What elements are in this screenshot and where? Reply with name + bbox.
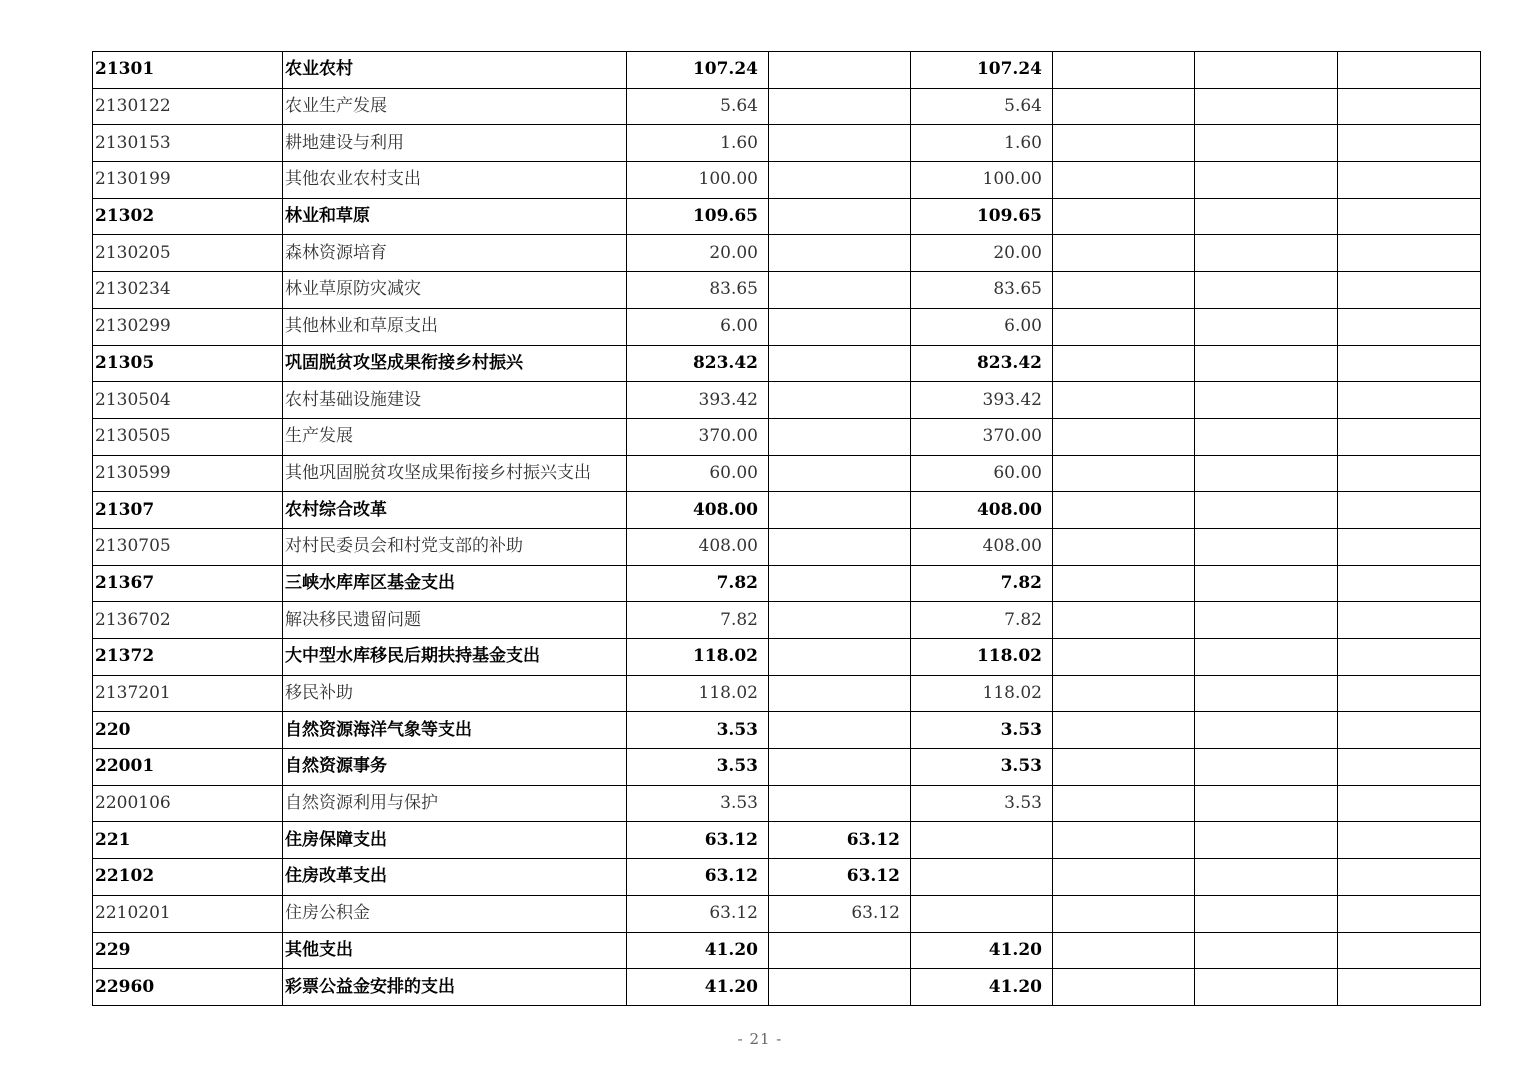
cell-col8 [1338, 382, 1481, 419]
table-row [93, 565, 1481, 602]
cell-total: 7.82 [627, 565, 769, 602]
table-row [93, 675, 1481, 712]
cell-col8 [1338, 675, 1481, 712]
cell-col7 [1195, 455, 1338, 492]
cell-code: 21372 [93, 639, 283, 676]
cell-col6 [1053, 382, 1195, 419]
cell-name: 大中型水库移民后期扶持基金支出 [283, 639, 627, 676]
cell-total: 41.20 [627, 969, 769, 1006]
cell-name: 其他支出 [283, 932, 627, 969]
cell-col8 [1338, 565, 1481, 602]
cell-total: 408.00 [627, 528, 769, 565]
cell-total: 3.53 [627, 712, 769, 749]
cell-col6 [1053, 88, 1195, 125]
cell-code: 221 [93, 822, 283, 859]
cell-col7 [1195, 308, 1338, 345]
cell-code: 2130122 [93, 88, 283, 125]
cell-col8 [1338, 308, 1481, 345]
cell-total: 60.00 [627, 455, 769, 492]
cell-project: 107.24 [911, 52, 1053, 89]
cell-col6 [1053, 565, 1195, 602]
cell-basic [769, 675, 911, 712]
cell-name: 农业生产发展 [283, 88, 627, 125]
cell-col6 [1053, 712, 1195, 749]
cell-project: 1.60 [911, 125, 1053, 162]
cell-col7 [1195, 382, 1338, 419]
table-row [93, 308, 1481, 345]
cell-project: 41.20 [911, 969, 1053, 1006]
cell-col6 [1053, 528, 1195, 565]
cell-name: 三峡水库库区基金支出 [283, 565, 627, 602]
cell-code: 229 [93, 932, 283, 969]
cell-project: 83.65 [911, 272, 1053, 309]
cell-name: 自然资源利用与保护 [283, 785, 627, 822]
cell-name: 解决移民遗留问题 [283, 602, 627, 639]
cell-name: 其他农业农村支出 [283, 162, 627, 199]
cell-basic [769, 749, 911, 786]
cell-total: 393.42 [627, 382, 769, 419]
page-number: - 21 - [737, 1030, 783, 1048]
cell-col6 [1053, 895, 1195, 932]
cell-col6 [1053, 859, 1195, 896]
cell-col8 [1338, 639, 1481, 676]
cell-col6 [1053, 785, 1195, 822]
cell-total: 118.02 [627, 639, 769, 676]
cell-col7 [1195, 565, 1338, 602]
cell-name: 农村基础设施建设 [283, 382, 627, 419]
cell-col7 [1195, 272, 1338, 309]
cell-col6 [1053, 675, 1195, 712]
cell-project: 118.02 [911, 639, 1053, 676]
cell-name: 自然资源事务 [283, 749, 627, 786]
cell-code: 21301 [93, 52, 283, 89]
cell-name: 自然资源海洋气象等支出 [283, 712, 627, 749]
cell-project [911, 859, 1053, 896]
cell-total: 63.12 [627, 895, 769, 932]
cell-code: 2137201 [93, 675, 283, 712]
cell-basic [769, 52, 911, 89]
cell-col6 [1053, 639, 1195, 676]
cell-total: 5.64 [627, 88, 769, 125]
cell-total: 63.12 [627, 822, 769, 859]
table-row [93, 162, 1481, 199]
cell-basic [769, 712, 911, 749]
cell-code: 21305 [93, 345, 283, 382]
cell-col8 [1338, 528, 1481, 565]
cell-project: 3.53 [911, 785, 1053, 822]
cell-code: 2130205 [93, 235, 283, 272]
cell-col6 [1053, 602, 1195, 639]
cell-project: 393.42 [911, 382, 1053, 419]
cell-basic [769, 785, 911, 822]
table-row [93, 932, 1481, 969]
table-row [93, 88, 1481, 125]
cell-code: 2130199 [93, 162, 283, 199]
cell-project: 823.42 [911, 345, 1053, 382]
cell-name: 巩固脱贫攻坚成果衔接乡村振兴 [283, 345, 627, 382]
cell-col8 [1338, 272, 1481, 309]
cell-col6 [1053, 822, 1195, 859]
cell-basic [769, 602, 911, 639]
cell-basic [769, 198, 911, 235]
table-row [93, 528, 1481, 565]
cell-code: 21367 [93, 565, 283, 602]
cell-col8 [1338, 785, 1481, 822]
cell-project: 6.00 [911, 308, 1053, 345]
cell-total: 83.65 [627, 272, 769, 309]
cell-name: 森林资源培育 [283, 235, 627, 272]
table-row [93, 235, 1481, 272]
cell-col6 [1053, 125, 1195, 162]
cell-code: 22960 [93, 969, 283, 1006]
cell-col8 [1338, 345, 1481, 382]
cell-col8 [1338, 859, 1481, 896]
cell-col8 [1338, 455, 1481, 492]
cell-col7 [1195, 822, 1338, 859]
cell-basic [769, 932, 911, 969]
cell-project: 5.64 [911, 88, 1053, 125]
cell-project: 408.00 [911, 528, 1053, 565]
cell-basic [769, 969, 911, 1006]
cell-code: 2210201 [93, 895, 283, 932]
cell-project: 7.82 [911, 602, 1053, 639]
cell-name: 农业农村 [283, 52, 627, 89]
cell-project: 100.00 [911, 162, 1053, 199]
cell-col7 [1195, 639, 1338, 676]
cell-basic [769, 272, 911, 309]
cell-col6 [1053, 455, 1195, 492]
cell-code: 21307 [93, 492, 283, 529]
cell-total: 408.00 [627, 492, 769, 529]
cell-basic: 63.12 [769, 859, 911, 896]
cell-col7 [1195, 492, 1338, 529]
cell-basic [769, 639, 911, 676]
cell-col8 [1338, 125, 1481, 162]
cell-col8 [1338, 235, 1481, 272]
cell-name: 住房公积金 [283, 895, 627, 932]
cell-code: 2130505 [93, 418, 283, 455]
cell-col7 [1195, 749, 1338, 786]
cell-col6 [1053, 345, 1195, 382]
cell-code: 2130299 [93, 308, 283, 345]
table-row [93, 859, 1481, 896]
cell-project: 408.00 [911, 492, 1053, 529]
cell-total: 20.00 [627, 235, 769, 272]
table-row [93, 125, 1481, 162]
cell-code: 2136702 [93, 602, 283, 639]
cell-name: 农村综合改革 [283, 492, 627, 529]
cell-col7 [1195, 125, 1338, 162]
table-row [93, 198, 1481, 235]
table-row [93, 52, 1481, 89]
cell-col6 [1053, 198, 1195, 235]
cell-col8 [1338, 749, 1481, 786]
table-row [93, 712, 1481, 749]
cell-basic [769, 455, 911, 492]
cell-col6 [1053, 308, 1195, 345]
table-row [93, 785, 1481, 822]
cell-name: 住房保障支出 [283, 822, 627, 859]
cell-total: 7.82 [627, 602, 769, 639]
cell-project: 3.53 [911, 712, 1053, 749]
cell-name: 生产发展 [283, 418, 627, 455]
cell-col8 [1338, 895, 1481, 932]
cell-code: 22001 [93, 749, 283, 786]
cell-col7 [1195, 235, 1338, 272]
cell-total: 1.60 [627, 125, 769, 162]
cell-project [911, 822, 1053, 859]
cell-code: 2130599 [93, 455, 283, 492]
cell-name: 对村民委员会和村党支部的补助 [283, 528, 627, 565]
cell-project: 41.20 [911, 932, 1053, 969]
cell-name: 彩票公益金安排的支出 [283, 969, 627, 1006]
cell-col7 [1195, 345, 1338, 382]
cell-basic [769, 345, 911, 382]
cell-code: 2130705 [93, 528, 283, 565]
cell-name: 林业和草原 [283, 198, 627, 235]
cell-total: 823.42 [627, 345, 769, 382]
cell-col8 [1338, 52, 1481, 89]
cell-col7 [1195, 675, 1338, 712]
table-row [93, 639, 1481, 676]
table-row [93, 492, 1481, 529]
cell-code: 2130504 [93, 382, 283, 419]
cell-col7 [1195, 602, 1338, 639]
cell-basic [769, 88, 911, 125]
cell-total: 3.53 [627, 785, 769, 822]
cell-total: 107.24 [627, 52, 769, 89]
cell-project: 20.00 [911, 235, 1053, 272]
table-row [93, 418, 1481, 455]
cell-total: 109.65 [627, 198, 769, 235]
table-row [93, 345, 1481, 382]
budget-table [92, 51, 1481, 1006]
cell-col8 [1338, 969, 1481, 1006]
cell-code: 2130153 [93, 125, 283, 162]
cell-code: 22102 [93, 859, 283, 896]
cell-basic [769, 492, 911, 529]
cell-total: 63.12 [627, 859, 769, 896]
cell-col6 [1053, 235, 1195, 272]
cell-basic [769, 418, 911, 455]
cell-code: 2130234 [93, 272, 283, 309]
cell-code: 220 [93, 712, 283, 749]
table-row [93, 272, 1481, 309]
cell-project: 118.02 [911, 675, 1053, 712]
cell-basic: 63.12 [769, 895, 911, 932]
cell-basic [769, 382, 911, 419]
table-row [93, 455, 1481, 492]
cell-col7 [1195, 528, 1338, 565]
cell-col8 [1338, 88, 1481, 125]
table-row [93, 749, 1481, 786]
cell-col6 [1053, 932, 1195, 969]
cell-total: 370.00 [627, 418, 769, 455]
cell-col8 [1338, 932, 1481, 969]
table-body [93, 52, 1481, 1006]
cell-project: 109.65 [911, 198, 1053, 235]
cell-name: 耕地建设与利用 [283, 125, 627, 162]
cell-col7 [1195, 932, 1338, 969]
cell-name: 住房改革支出 [283, 859, 627, 896]
cell-col7 [1195, 198, 1338, 235]
cell-col7 [1195, 162, 1338, 199]
cell-project: 3.53 [911, 749, 1053, 786]
cell-project: 60.00 [911, 455, 1053, 492]
cell-col6 [1053, 418, 1195, 455]
cell-project: 370.00 [911, 418, 1053, 455]
table-row [93, 382, 1481, 419]
cell-basic [769, 308, 911, 345]
cell-col7 [1195, 52, 1338, 89]
cell-col6 [1053, 969, 1195, 1006]
cell-col8 [1338, 712, 1481, 749]
cell-name: 移民补助 [283, 675, 627, 712]
cell-total: 6.00 [627, 308, 769, 345]
cell-col7 [1195, 712, 1338, 749]
cell-col7 [1195, 418, 1338, 455]
table-row [93, 895, 1481, 932]
cell-basic [769, 565, 911, 602]
cell-basic: 63.12 [769, 822, 911, 859]
cell-name: 林业草原防灾减灾 [283, 272, 627, 309]
cell-col6 [1053, 492, 1195, 529]
cell-col7 [1195, 859, 1338, 896]
cell-col6 [1053, 162, 1195, 199]
cell-total: 118.02 [627, 675, 769, 712]
cell-basic [769, 125, 911, 162]
cell-code: 2200106 [93, 785, 283, 822]
cell-col7 [1195, 785, 1338, 822]
cell-col8 [1338, 602, 1481, 639]
cell-project: 7.82 [911, 565, 1053, 602]
cell-col7 [1195, 895, 1338, 932]
cell-col8 [1338, 198, 1481, 235]
cell-col8 [1338, 418, 1481, 455]
cell-total: 41.20 [627, 932, 769, 969]
cell-col7 [1195, 88, 1338, 125]
cell-col8 [1338, 822, 1481, 859]
cell-basic [769, 528, 911, 565]
cell-name: 其他巩固脱贫攻坚成果衔接乡村振兴支出 [283, 455, 627, 492]
cell-total: 100.00 [627, 162, 769, 199]
cell-project [911, 895, 1053, 932]
cell-col8 [1338, 492, 1481, 529]
table-row [93, 602, 1481, 639]
cell-col8 [1338, 162, 1481, 199]
cell-basic [769, 162, 911, 199]
table-row [93, 969, 1481, 1006]
cell-col7 [1195, 969, 1338, 1006]
cell-total: 3.53 [627, 749, 769, 786]
cell-name: 其他林业和草原支出 [283, 308, 627, 345]
cell-code: 21302 [93, 198, 283, 235]
cell-col6 [1053, 272, 1195, 309]
table-row [93, 822, 1481, 859]
cell-col6 [1053, 52, 1195, 89]
cell-col6 [1053, 749, 1195, 786]
cell-basic [769, 235, 911, 272]
